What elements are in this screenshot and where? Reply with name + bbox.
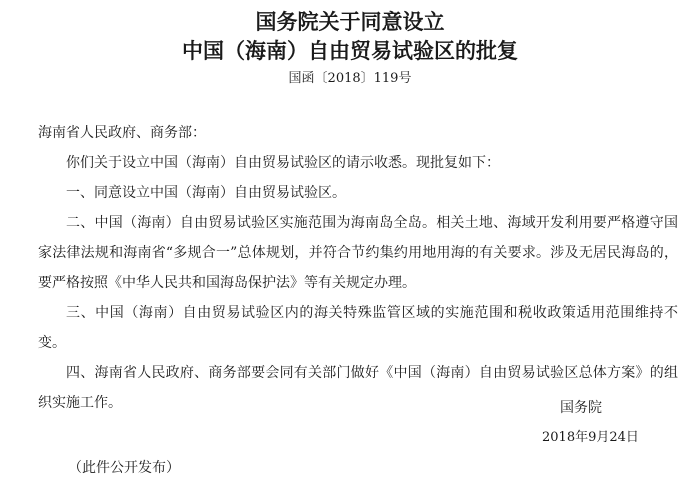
issue-date: 2018年9月24日 bbox=[542, 430, 639, 445]
document-number: 国函〔2018〕119号 bbox=[288, 71, 412, 86]
paragraph-intro: 你们关于设立中国（海南）自由贸易试验区的请示收悉。现批复如下： bbox=[66, 155, 500, 171]
signer: 国务院 bbox=[560, 400, 602, 416]
paragraph-item-3: 三、中国（海南）自由贸易试验区内的海关特殊监管区域的实施范围和税收政策适用范围维持不变。 bbox=[38, 305, 678, 351]
paragraph-item-1: 一、同意设立中国（海南）自由贸易试验区。 bbox=[66, 185, 346, 201]
paragraph-item-4: 四、海南省人民政府、商务部要会同有关部门做好《中国（海南）自由贸易试验区总体方案》的组织实施工作。 bbox=[38, 365, 678, 411]
addressee: 海南省人民政府、商务部： bbox=[38, 125, 206, 141]
release-note: （此件公开发布） bbox=[68, 460, 180, 476]
document-title-line-1: 国务院关于同意设立 bbox=[255, 9, 445, 34]
document-body bbox=[38, 118, 678, 418]
paragraph-item-2: 二、中国（海南）自由贸易试验区实施范围为海南岛全岛。相关土地、海域开发利用要严格遵守国家法律法规和海南省“多规合一”总体规划，并符合节约集约用地用海的有关要求。涉及无居民海岛的，要严格按照《中华人民共和国海岛保护法》等有关规定办理。 bbox=[38, 215, 678, 291]
document-title-line-2: 中国（海南）自由贸易试验区的批复 bbox=[182, 38, 518, 63]
